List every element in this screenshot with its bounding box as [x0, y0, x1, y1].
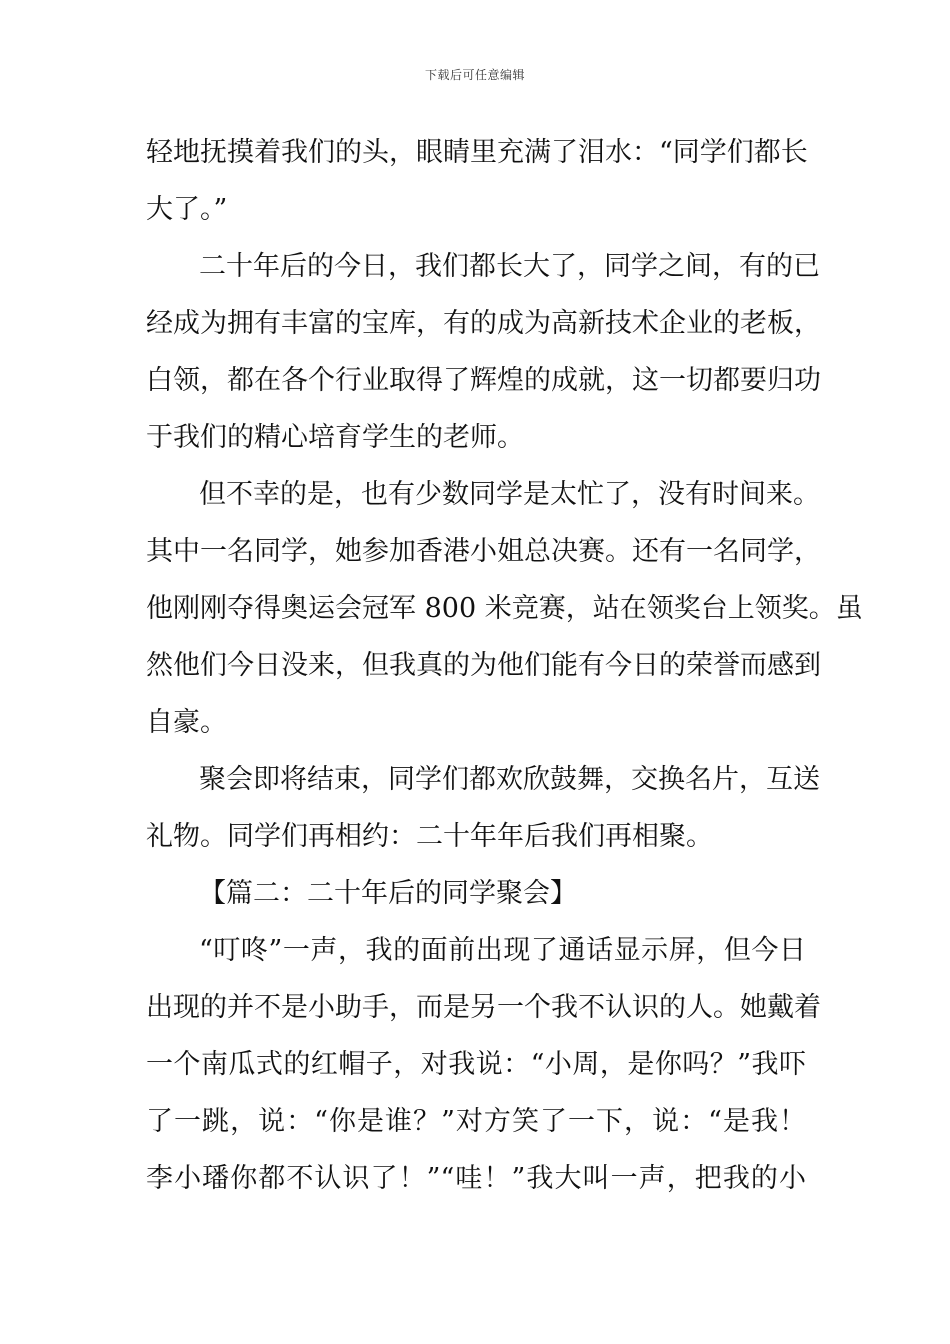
- paragraph-line: 但不幸的是，也有少数同学是太忙了，没有时间来。: [199, 479, 820, 510]
- paragraph-line: “叮咚”一声，我的面前出现了通话显示屏，但今日: [199, 935, 806, 966]
- paragraph-line: 一个南瓜式的红帽子，对我说：“小周，是你吗？”我吓: [146, 1049, 806, 1080]
- paragraph-line: 经成为拥有丰富的宝库，有的成为高新技术企业的老板，: [146, 308, 821, 339]
- paragraph-line: 礼物。同学们再相约：二十年年后我们再相聚。: [146, 821, 713, 852]
- document-body: [146, 124, 863, 1207]
- paragraph-line: 于我们的精心培育学生的老师。: [146, 422, 524, 453]
- paragraph-line: 大了。”: [146, 194, 228, 225]
- paragraph-line: 白领，都在各个行业取得了辉煌的成就，这一切都要归功: [146, 365, 821, 396]
- page-header: 下载后可任意编辑: [424, 68, 525, 82]
- paragraph-line: 出现的并不是小助手，而是另一个我不认识的人。她戴着: [146, 992, 821, 1023]
- section-heading: 【篇二：二十年后的同学聚会】: [199, 878, 577, 909]
- paragraph-line: 二十年后的今日，我们都长大了，同学之间，有的已: [199, 251, 820, 282]
- paragraph-line: 李小璠你都不认识了！”“哇！”我大叫一声，把我的小: [146, 1163, 806, 1194]
- paragraph-line: 聚会即将结束，同学们都欢欣鼓舞，交换名片，互送: [199, 764, 820, 795]
- paragraph-line: 轻地抚摸着我们的头，眼睛里充满了泪水：“同学们都长: [146, 137, 808, 168]
- paragraph-line: 自豪。: [146, 707, 227, 738]
- paragraph-line: 他刚刚夺得奥运会冠军 800 米竞赛，站在领奖台上领奖。虽: [146, 593, 863, 624]
- paragraph-line: 了一跳，说：“你是谁？”对方笑了一下，说：“是我！: [146, 1106, 806, 1137]
- paragraph-line: 然他们今日没来，但我真的为他们能有今日的荣誉而感到: [146, 650, 821, 681]
- paragraph-line: 其中一名同学，她参加香港小姐总决赛。还有一名同学，: [146, 536, 821, 567]
